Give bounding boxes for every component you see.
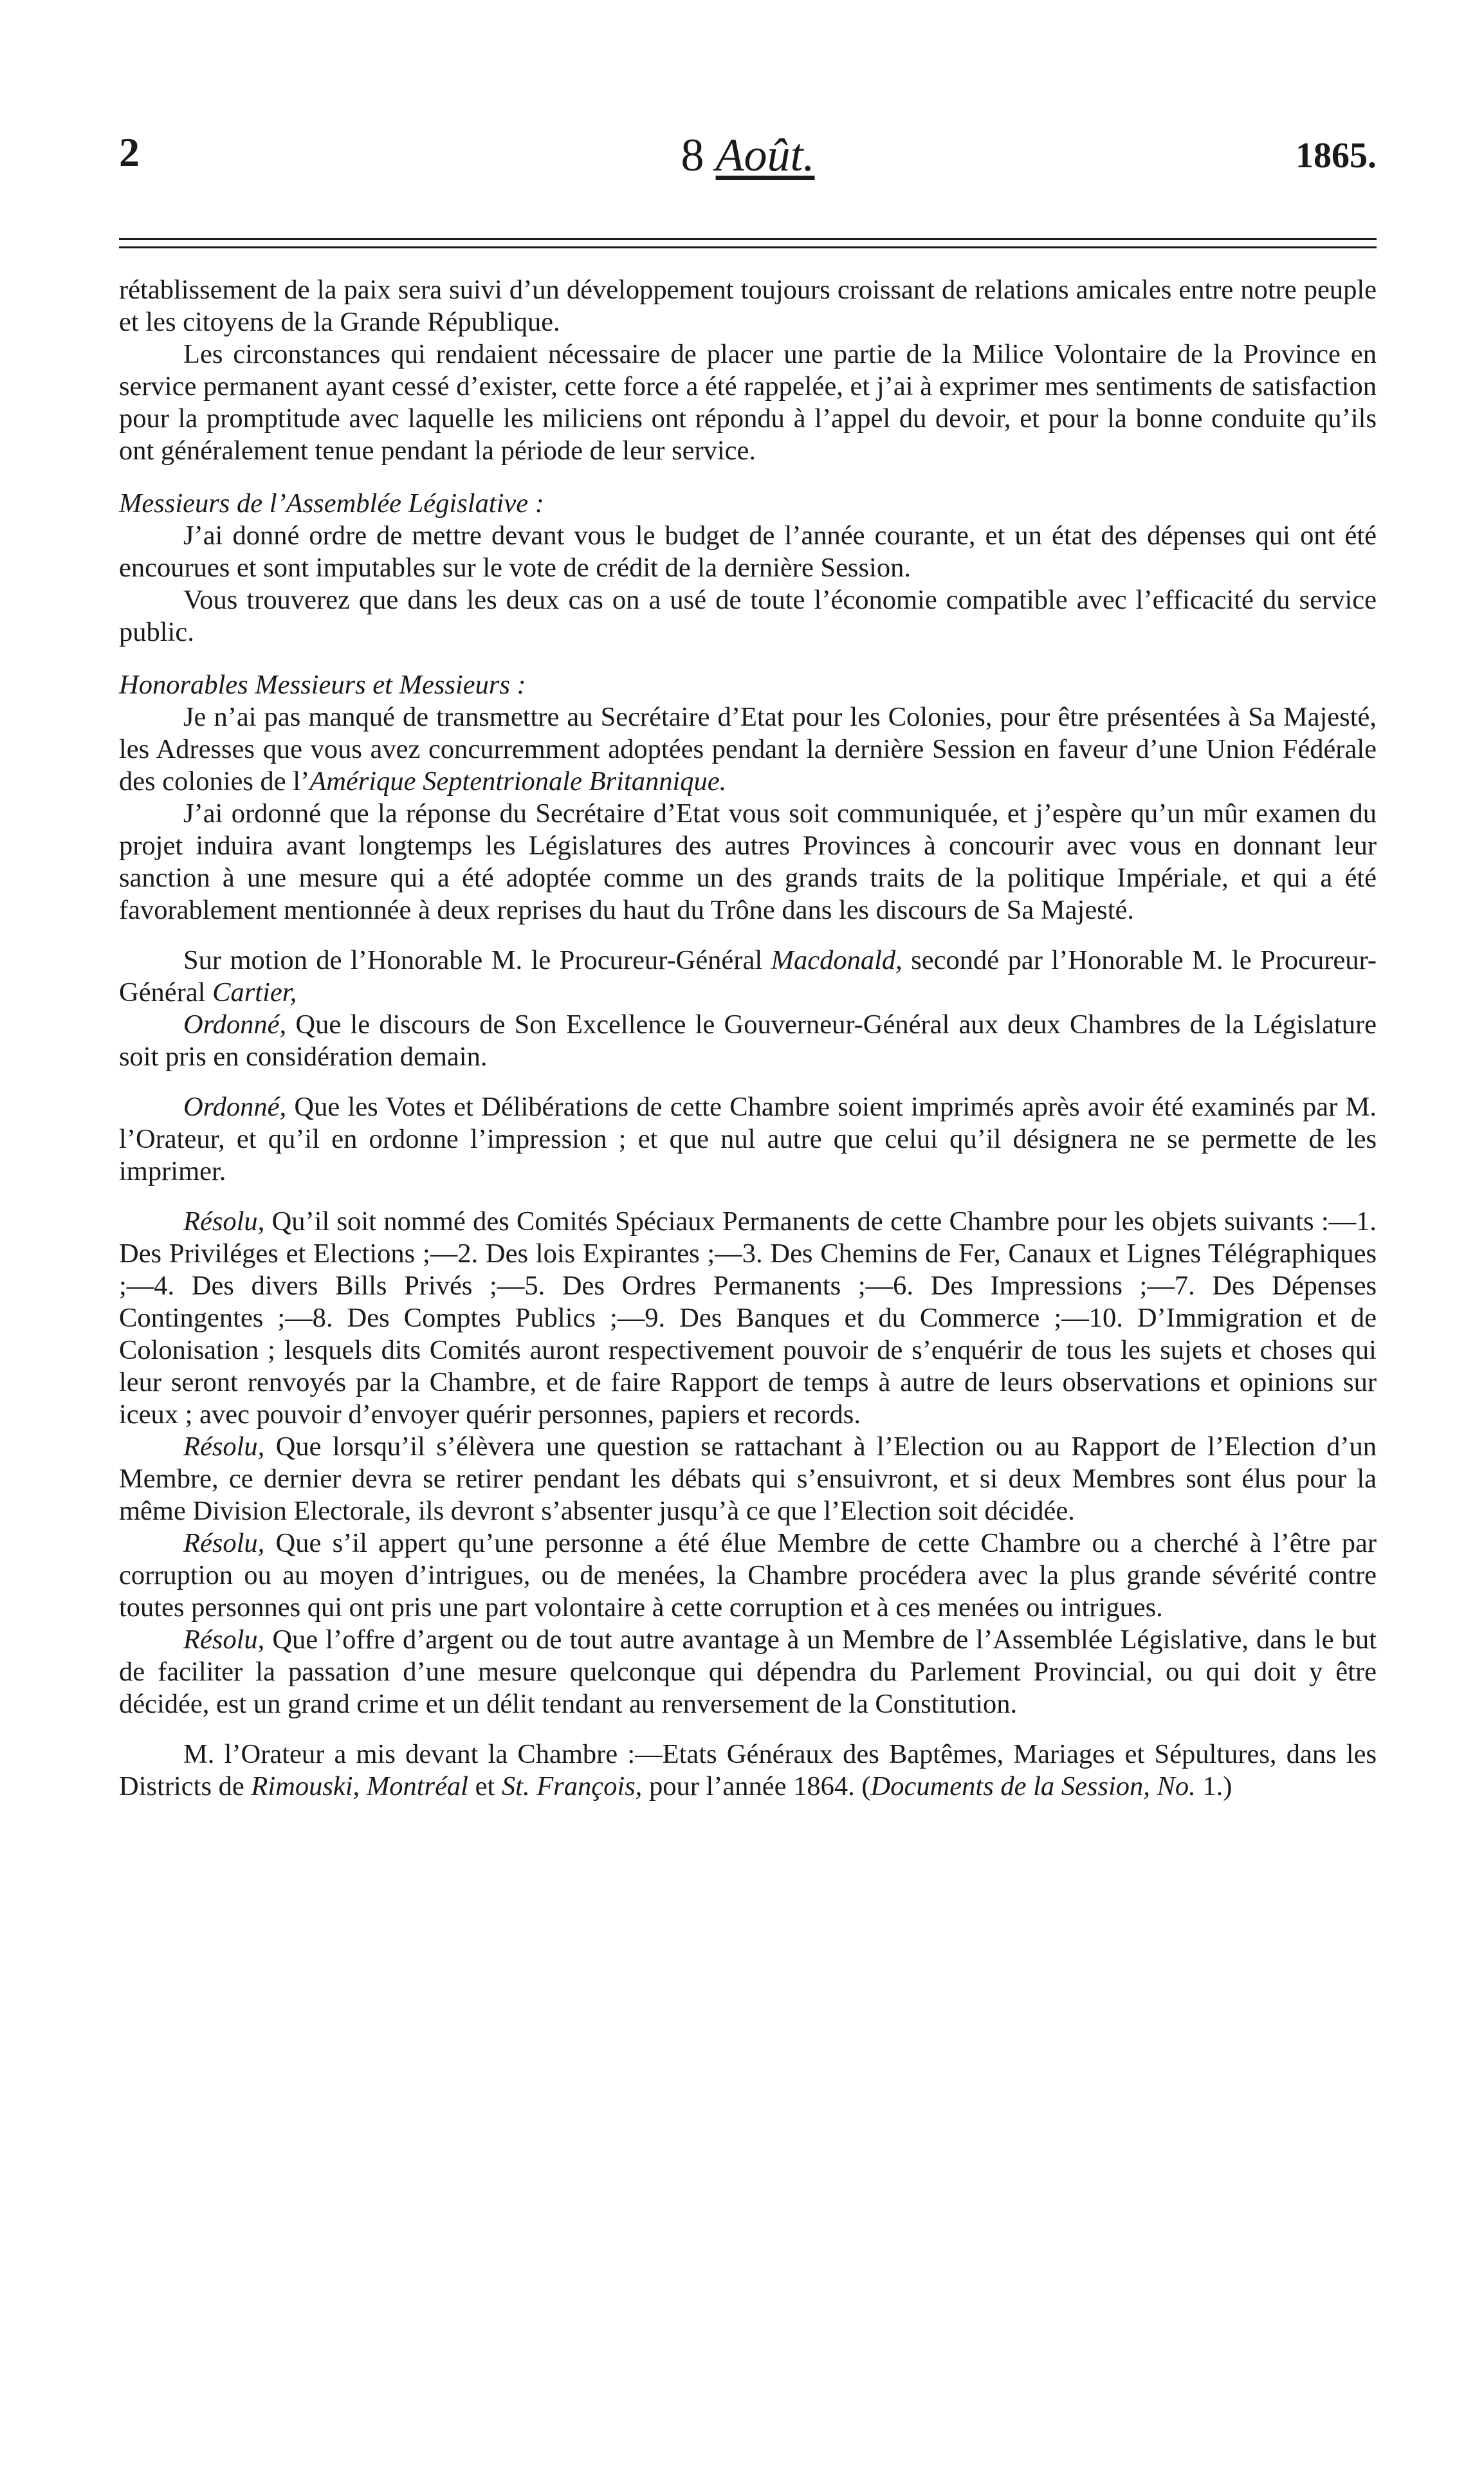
paragraph-militia: Les circonstances qui rendaient nécessaire de placer une partie de la Milice Volontaire de la Province en service permanent ayant cessé d’exister, cette force a été rappelée, et j’ai à exprimer mes sentiments de satisfaction pour la promptitude avec laquelle les miliciens ont répondu à l’appel du devoir, et pour la bonne conduite qu’ils ont généralement tenue pendant la période de leur service. [119,339,1377,466]
text-run-italic: Résolu, [183,1528,265,1558]
text-run: pour l’année 1864. ( [642,1771,871,1801]
text-run-italic: St. François, [501,1771,643,1801]
text-run-italic: Résolu, [183,1432,265,1462]
paragraph-resolu-comites [119,1206,1377,1431]
text-run-italic: Documents de la Session, No. [870,1771,1196,1801]
text-run-italic: Macdonald, [771,945,902,975]
text-run-italic: Ordonné, [183,1009,287,1040]
text-run: Que le discours de Son Excellence le Gouverneur-Général aux deux Chambres de la Législature soit pris en considération demain. [119,1009,1377,1072]
salutation-assembly: Messieurs de l’Assemblée Législative : [119,488,544,519]
header-year: 1865. [1296,136,1377,176]
text-run: Que les Votes et Délibérations de cette Chambre soient imprimés après avoir été examinés par M. l’Orateur, et qu’il en ordonne l’impression ; et que nul autre que celui qu’il désignera ne se permette de les imprimer. [119,1092,1377,1186]
running-header [119,129,1377,199]
header-date [119,129,1377,182]
paragraph-resolu-argent [119,1624,1377,1720]
paragraph-budget: J’ai donné ordre de mettre devant vous le budget de l’année courante, et un état des dépenses qui ont été encourues et sont imputables sur le vote de crédit de la dernière Session. [119,520,1377,583]
page-number: 2 [119,129,140,175]
text-run-italic: Résolu, [183,1206,265,1237]
header-rule-bottom [119,246,1377,248]
text-run-italic: Rimouski, [251,1771,360,1801]
text-run: secondé par l’Honorable M. le Procureur-Général [119,945,1377,1008]
salutation-honorables: Honorables Messieurs et Messieurs : [119,670,526,700]
text-run: 1.) [1195,1771,1232,1801]
text-run: Sur motion de l’Honorable M. le Procureur-Général [183,945,771,975]
text-run-italic: Ordonné, [183,1092,287,1122]
paragraph-federal-union [119,701,1377,798]
header-month: Août. [715,129,815,181]
paragraph-etats-generaux [119,1738,1377,1803]
text-run: Que s’il appert qu’une personne a été élue Membre de cette Chambre ou a cherché à l’être par corruption ou au moyen d’intrigues, ou de menées, la Chambre procédera avec la plus grande sévérité contre toutes personnes qui ont pris une part volontaire à cette corruption et à ces menées ou intrigues. [119,1528,1377,1623]
paragraph-ordonne-discours [119,1009,1377,1073]
header-rule-top [119,238,1377,240]
text-run-italic: Résolu, [183,1625,265,1655]
text-run: Que lorsqu’il s’élèvera une question se rattachant à l’Election ou au Rapport de l’Election d’un Membre, ce dernier devra se retirer pendant les débats qui s’ensuivront, et si deux Membres sont élus pour la même Division Electorale, ils devront s’absenter jusqu’à ce que l’Election soit décidée. [119,1432,1377,1526]
text-run-italic: Montréal [366,1771,468,1801]
paragraph-motion [119,944,1377,1009]
text-run: Je n’ai pas manqué de transmettre au Secrétaire d’Etat pour les Colonies, pour être présentées à Sa Majesté, les Adresses que vous avez concurremment adoptées pendant la dernière Session en faveur d’une Union Fédérale des colonies de l’ [119,702,1377,797]
paragraph-secretary-reply: J’ai ordonné que la réponse du Secrétaire d’Etat vous soit communiquée, et j’espère qu’un mûr examen du projet induira avant longtemps les Législatures des autres Provinces à concourir avec vous en donnant leur sanction à une mesure qui a été adoptée comme un des grands traits de la politique Impériale, et qui a été favorablement mentionnée à deux reprises du haut du Trône dans les discours de Sa Majesté. [119,798,1377,925]
text-run: et [468,1771,502,1801]
text-run-italic: Cartier, [212,977,297,1008]
page [119,129,1377,1803]
text-run: M. l’Orateur a mis devant la Chambre :—Etats Généraux des Baptêmes, Mariages et Sépultures, dans les Districts de [119,1739,1377,1801]
text-run: Qu’il soit nommé des Comités Spéciaux Permanents de cette Chambre pour les objets suivants :—1. Des Priviléges et Elections ;—2. Des lois Expirantes ;—3. Des Chemins de Fer, Canaux et Lignes Télégraphiques ;—4. Des divers Bills Privés ;—5. Des Ordres Permanents ;—6. Des Impressions ;—7. Des Dépenses Contingentes ;—8. Des Comptes Publics ;—9. Des Banques et du Commerce ;—10. D’Immigration et de Colonisation ; lesquels dits Comités auront respectivement pouvoir de s’enquérir de tous les sujets et choses qui leur seront renvoyés par la Chambre, et de faire Rapport de temps à autre de leurs observations et opinions sur iceux ; avec pouvoir d’envoyer quérir personnes, papiers et records. [119,1206,1377,1430]
header-day: 8 [681,129,704,181]
paragraph-resolu-corruption [119,1527,1377,1624]
paragraph-economy: Vous trouverez que dans les deux cas on a usé de toute l’économie compatible avec l’efficacité du service public. [119,585,1377,647]
paragraph-ordonne-votes [119,1091,1377,1188]
paragraph-peace: rétablissement de la paix sera suivi d’un développement toujours croissant de relations amicales entre notre peuple et les citoyens de la Grande République. [119,275,1377,337]
text-run-italic: Amérique Septentrionale Britannique. [309,766,727,797]
text-run: Que l’offre d’argent ou de tout autre avantage à un Membre de l’Assemblée Législative, dans le but de faciliter la passation d’une mesure quelconque qui dépendra du Parlement Provincial, ou qui doit y être décidée, est un grand crime et un délit tendant au renversement de la Constitution. [119,1625,1377,1719]
text-run [360,1771,367,1801]
paragraph-resolu-election [119,1431,1377,1527]
page-body [119,274,1377,1803]
